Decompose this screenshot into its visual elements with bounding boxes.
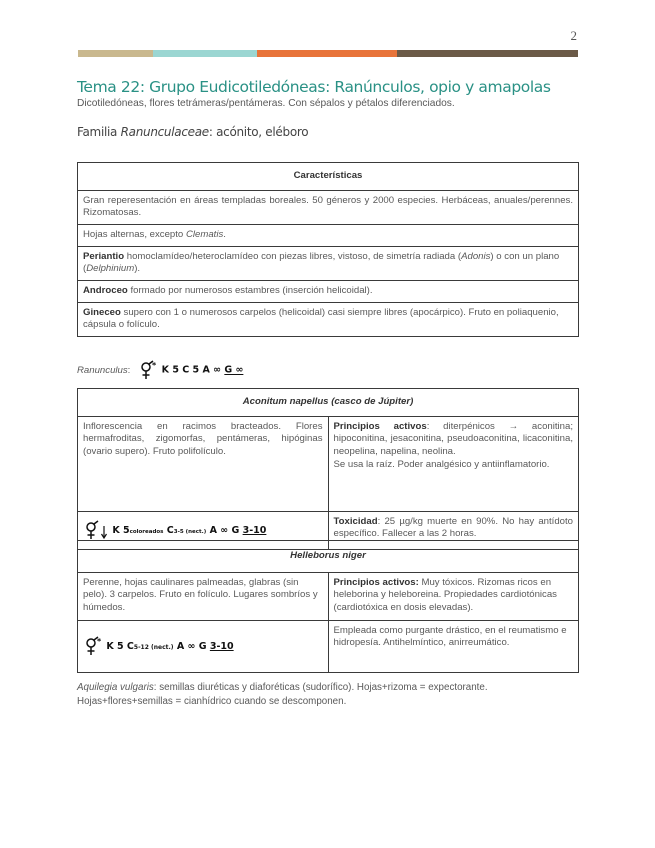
helleborus-header: Helleborus niger <box>78 541 579 573</box>
perianth-end: ). <box>134 263 141 275</box>
header-color-bar <box>78 50 578 57</box>
aconitum-principles-label: Principios activos <box>333 420 427 432</box>
gynoecium-text: supero con 1 o numerosos carpelos (helicoidal) casi siempre libres (apocárpico). Fruto en poliaquenio, cápsula o folículo. <box>83 306 559 331</box>
aquilegia-note <box>77 681 582 708</box>
aconitum-g: G <box>231 524 240 536</box>
svg-text:*: * <box>97 637 102 647</box>
aconitum-principles <box>328 416 579 511</box>
helleborus-a: A ∞ <box>176 640 196 652</box>
characteristics-table <box>77 162 579 337</box>
perianth-mid: ) o con un plano ( <box>83 250 560 275</box>
family-prefix: Familia <box>77 125 121 139</box>
helleborus-formula-cell <box>78 620 329 672</box>
ranunculus-a: A ∞ <box>202 364 222 376</box>
helleborus-table <box>77 540 579 673</box>
ranunculus-formula-line <box>77 360 243 380</box>
leaves-genus: Clematis <box>185 228 224 240</box>
helleborus-k: K 5 <box>106 640 124 652</box>
aconitum-a: A ∞ <box>209 524 229 536</box>
helleborus-c: C <box>126 640 134 652</box>
helleborus-floral-formula <box>83 637 234 652</box>
characteristics-row-general: Gran reperesentación en áreas templadas boreales. 50 géneros y 2000 especies. Herbáceas, anuales/perennes. Rizomatosas. <box>78 190 579 224</box>
helleborus-usage: Empleada como purgante drástico, en el reumatismo e hidropesía. Antihelmíntico, anirreumático. <box>328 620 579 672</box>
helleborus-c-sub: 5-12 (nect.) <box>133 643 174 651</box>
characteristics-row-perianth <box>78 246 579 280</box>
hermaphrodite-actinomorphic-icon <box>83 636 103 656</box>
aconitum-principles-text: : diterpénicos → aconitina; hipoconitina, jesaconitina, pseudoaconitina, licaconitina, neopelina, napelina, neolina. <box>333 420 574 457</box>
leaves-text: Hojas alternas, excepto <box>83 228 186 240</box>
androecium-text: formado por numerosos estambres (inserción helicoidal). <box>127 284 373 296</box>
aconitum-description: Inflorescencia en racimos bracteados. Flores hermafroditas, zigomorfas, pentámeras, hipóginas (ovario supero). Fruto polifolículo. <box>78 416 329 511</box>
color-bar-segment-3 <box>257 50 397 57</box>
aconitum-toxicity-label: Toxicidad <box>333 515 378 527</box>
aconitum-principles-use: Se usa la raíz. Poder analgésico y antiinflamatorio. <box>333 458 550 470</box>
aquilegia-line-2: Hojas+flores+semillas = cianhídrico cuando se descomponen. <box>77 695 347 707</box>
aconitum-c: C <box>166 524 174 536</box>
perianth-genus-1: Adonis <box>461 250 491 262</box>
aconitum-header: Aconitum napellus (casco de Júpiter) <box>78 389 579 417</box>
page-subtitle: Dicotiledóneas, flores tetrámeras/pentámeras. Con sépalos y pétalos diferenciados. <box>77 98 455 109</box>
ranunculus-g: G ∞ <box>224 364 244 376</box>
aquilegia-genus: Aquilegia vulgaris <box>77 682 154 693</box>
helleborus-g-val: 3-10 <box>209 640 234 652</box>
ranunculus-colon: : <box>127 364 131 376</box>
color-bar-segment-4 <box>397 50 578 57</box>
aconitum-k-sub: coloreados <box>129 528 164 535</box>
helleborus-description: Perenne, hojas caulinares palmeadas, glabras (sin pelo). 3 carpelos. Fruto en folículo. Lugares sombríos y húmedos. <box>78 572 329 620</box>
aconitum-k: K 5 <box>112 524 130 536</box>
family-heading <box>77 125 308 139</box>
aconitum-c-sub: 3-5 (nect.) <box>173 528 207 535</box>
page-title: Tema 22: Grupo Eudicotiledóneas: Ranúnculos, opio y amapolas <box>77 78 551 96</box>
helleborus-principles-text: Muy tóxicos. Rizomas ricos en heleborina y heleboreina. Propiedades cardiotónicas (cardiotóxica en dosis elevadas). <box>333 576 557 613</box>
svg-text:*: * <box>152 361 157 370</box>
aconitum-floral-formula <box>83 525 266 536</box>
characteristics-row-gynoecium <box>78 302 579 336</box>
ranunculus-k: K 5 <box>161 364 179 376</box>
characteristics-row-leaves <box>78 224 579 246</box>
family-suffix: : acónito, eléboro <box>208 125 309 139</box>
characteristics-row-androecium <box>78 280 579 302</box>
leaves-end: . <box>223 228 226 240</box>
ranunculus-c: C 5 <box>182 364 200 376</box>
helleborus-principles-label: Principios activos: <box>333 576 419 588</box>
perianth-genus-2: Delphinium <box>86 263 135 275</box>
aconitum-toxicity-text: : 25 µg/kg muerte en 90%. No hay antídoto específico. Fallecer a las 2 horas. <box>333 515 573 540</box>
ranunculus-label: Ranunculus <box>77 364 128 376</box>
hermaphrodite-zygomorphic-icon <box>83 520 109 540</box>
aquilegia-line-1: : semillas diuréticas y diaforéticas (sudorífico). Hojas+rizoma = expectorante. <box>153 682 488 693</box>
hermaphrodite-actinomorphic-icon <box>138 360 158 380</box>
perianth-label: Periantio <box>83 250 125 262</box>
family-name: Ranunculaceae <box>120 125 209 139</box>
page-number: 2 <box>570 28 577 43</box>
perianth-text: homoclamídeo/heteroclamídeo con piezas libres, vistoso, de simetría radiada ( <box>124 250 462 262</box>
gynoecium-label: Gineceo <box>83 306 121 318</box>
color-bar-segment-1 <box>78 50 153 57</box>
ranunculus-floral-formula <box>138 360 243 380</box>
androecium-label: Androceo <box>83 284 128 296</box>
color-bar-segment-2 <box>153 50 257 57</box>
helleborus-g: G <box>198 640 207 652</box>
aconitum-g-val: 3-10 <box>242 524 267 536</box>
characteristics-header: Características <box>78 163 579 191</box>
aconitum-table <box>77 388 579 550</box>
helleborus-principles <box>328 572 579 620</box>
